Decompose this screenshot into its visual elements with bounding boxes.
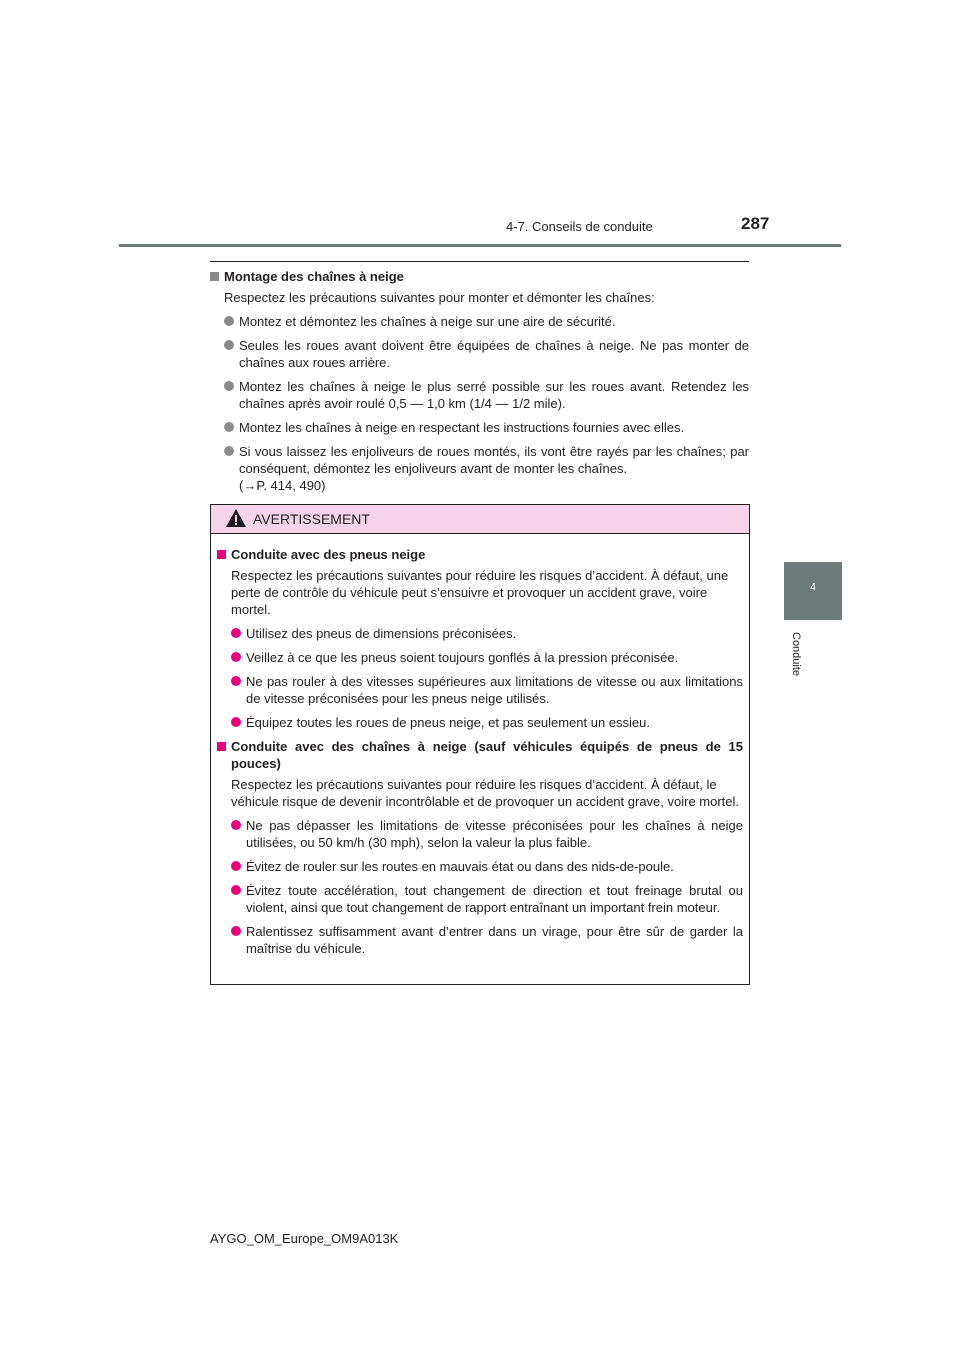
warning-triangle-icon [225,508,247,528]
warning-section-title [217,546,743,563]
list-item [224,419,749,436]
section-title-text: Montage des chaînes à neige [224,269,404,284]
footer-doc-id: AYGO_OM_Europe_OM9A013K [210,1231,399,1246]
list-item-text: Montez les chaînes à neige le plus serré possible sur les roues avant. Retendez les chaînes après avoir roulé 0,5 — 1,0 km (1/4 — 1/2 mile). [239,379,749,411]
section-intro: Respectez les précautions suivantes pour monter et démonter les chaînes: [224,290,655,305]
list-item-text: Si vous laissez les enjoliveurs de roues montés, ils vont être rayés par les chaînes; par conséquent, démontez les enjoliveurs avant de monter les chaînes. [239,444,749,476]
list-item-text: Évitez toute accélération, tout changement de direction et tout freinage brutal ou violent, ainsi que tout changement de rapport entraînant un important frein moteur. [246,883,743,915]
bullet-icon [231,628,241,638]
bullet-icon [231,717,241,727]
square-bullet-icon [217,742,226,751]
bullet-icon [231,820,241,830]
bullet-icon [224,340,234,350]
warning-box [210,504,750,985]
list-item-text: Ralentissez suffisamment avant d’entrer dans un virage, pour être sûr de garder la maîtrise du véhicule. [246,924,743,956]
list-item-text: Montez les chaînes à neige en respectant les instructions fournies avec elles. [239,420,685,435]
bullet-icon [224,422,234,432]
chapter-label [788,632,802,692]
list-item [231,923,743,957]
list-item-text: Seules les roues avant doivent être équipées de chaînes à neige. Ne pas monter de chaînes aux roues arrière. [239,338,749,370]
header-rule [119,244,841,247]
warning-body [211,534,749,957]
list-item [224,313,749,330]
list-item [231,858,743,875]
page-reference: (→P. 414, 490) [239,478,326,493]
chapter-number: 4 [810,582,816,593]
list-item-text: Évitez de rouler sur les routes en mauvais état ou dans des nids-de-poule. [246,859,674,874]
list-item [231,882,743,916]
warning-section-title-text: Conduite avec des pneus neige [231,547,426,562]
list-item [224,378,749,412]
bullet-icon [231,676,241,686]
list-item [231,714,743,731]
list-item [231,673,743,707]
list-item [231,649,743,666]
page-number: 287 [741,214,770,233]
list-item [231,817,743,851]
list-item [231,625,743,642]
list-item-text: Ne pas rouler à des vitesses supérieures aux limitations de vitesse ou aux limitations de vitesse préconisées pour les pneus neige utilisés. [246,674,743,706]
section-title [210,268,749,285]
list-item-text: Utilisez des pneus de dimensions préconisées. [246,626,517,641]
snow-chains-section [210,268,749,494]
warning-title: AVERTISSEMENT [253,511,370,527]
bullet-icon [224,446,234,456]
bullet-icon [231,885,241,895]
bullet-icon [231,926,241,936]
list-item-text: Veillez à ce que les pneus soient toujours gonflés à la pression préconisée. [246,650,679,665]
list-item-text: Ne pas dépasser les limitations de vitesse préconisées pour les chaînes à neige utilisées, ou 50 km/h (30 mph), selon la valeur la plus faible. [246,818,743,850]
warning-intro: Respectez les précautions suivantes pour réduire les risques d’accident. À défaut, le véhicule risque de devenir incontrôlable et de provoquer un accident grave, voire mortel. [231,777,740,809]
bullet-icon [224,316,234,326]
chapter-label-text: Conduite [790,632,802,677]
warning-section-title-text: Conduite avec des chaînes à neige (sauf véhicules équipés de pneus de 15 pouces) [231,739,743,771]
warning-intro: Respectez les précautions suivantes pour réduire les risques d’accident. À défaut, une perte de contrôle du véhicule peut s’ensuivre et provoquer un accident grave, voire mortel. [231,568,729,617]
bullet-icon [231,652,241,662]
warning-section-title [217,738,743,772]
list-item [224,443,749,477]
bullet-icon [231,861,241,871]
square-bullet-icon [217,550,226,559]
list-item-text: Équipez toutes les roues de pneus neige, et pas seulement un essieu. [246,715,650,730]
warning-header [211,505,749,534]
list-item [224,337,749,371]
bullet-icon [224,381,234,391]
square-bullet-icon [210,272,219,281]
list-item-text: Montez et démontez les chaînes à neige sur une aire de sécurité. [239,314,616,329]
header-section: 4-7. Conseils de conduite [506,219,653,234]
content-rule [210,261,749,262]
chapter-tab [784,562,842,620]
